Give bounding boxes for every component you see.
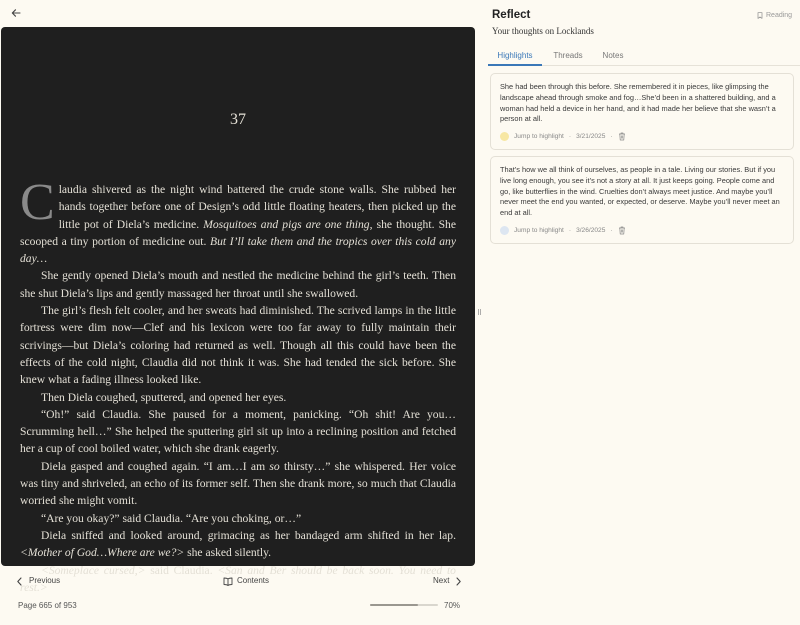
chevron-left-icon: [16, 577, 23, 586]
text-run: Diela sniffed and looked around, grimacing as her bandaged arm shifted in her lap.: [41, 528, 456, 542]
highlight-color-swatch[interactable]: [500, 132, 509, 141]
separator: ·: [610, 226, 613, 234]
separator: ·: [568, 133, 572, 141]
italic-run: so: [269, 459, 280, 473]
page-indicator: Page 665 of 953: [18, 601, 77, 610]
highlight-text: She had been through this before. She remembered it in pieces, like glimpsing the landscape ahead through smoke and fog…She’d been in a shattered building, and a woman had held a device in her hand, and it had made her believe that she wasn’t a person at all.: [500, 82, 776, 124]
delete-highlight-button[interactable]: [618, 226, 626, 235]
jump-to-highlight-link[interactable]: Jump to highlight: [514, 133, 564, 141]
chevron-right-icon: [455, 577, 462, 586]
paragraph: [20, 458, 456, 510]
back-button[interactable]: [8, 5, 24, 21]
chapter-number: 37: [230, 111, 246, 128]
text-run: laudia shivered as the night wind battered the crude stone walls. She rubbed her hands together before one of Design’s odd little floating heaters, then picked up the little pot of Diela’s medicine.: [58, 183, 456, 231]
next-label: Next: [433, 576, 450, 585]
tab-threads[interactable]: Threads: [553, 51, 583, 60]
separator: ·: [568, 226, 572, 234]
panel-splitter[interactable]: [477, 308, 482, 320]
paragraph: “Oh!” said Claudia. She paused for a moment, panicking. “Oh shit! Are you… Scrumming hell…” She helped the sputtering girl sit up into a reclining position and fetched her a cup of cool boiled water, which she drank eagerly.: [20, 407, 456, 456]
paragraph: [20, 527, 456, 562]
tab-notes[interactable]: Notes: [602, 51, 624, 60]
separator: ·: [610, 133, 613, 141]
progress-percent: 70%: [444, 601, 461, 610]
text-run: she asked silently.: [184, 546, 272, 560]
italic-run: <Mother of God…Where are we?>: [20, 546, 185, 560]
paragraph: [20, 174, 456, 267]
dropcap: C: [20, 174, 55, 231]
panel-subtitle: Your thoughts on Locklands: [492, 26, 594, 36]
tab-highlights[interactable]: Highlights: [488, 45, 542, 66]
jump-to-highlight-link[interactable]: Jump to highlight: [514, 226, 564, 234]
highlight-date: 3/26/2025: [576, 226, 606, 234]
highlight-date: 3/21/2025: [576, 133, 606, 141]
trash-icon: [618, 226, 626, 235]
text-run: Diela gasped and coughed again. “I am…I am: [41, 459, 270, 473]
paragraph: She gently opened Diela’s mouth and nestled the medicine behind the girl’s teeth. Then she shut Diela’s lips and gently massaged her throat until she swallowed.: [20, 269, 456, 300]
book-open-icon: [223, 577, 233, 586]
text-run: she thought. She scooped a tiny portion of medicine out.: [20, 217, 456, 248]
panel-tabs: [488, 45, 800, 66]
paragraph: “Are you okay?” said Claudia. “Are you choking, or…”: [41, 511, 302, 525]
reading-label: Reading: [766, 12, 793, 19]
highlight-card[interactable]: [490, 156, 794, 244]
italic-run: But I’ll take them and the tropics over this cold any day…: [20, 234, 456, 266]
previous-label: Previous: [29, 576, 61, 585]
panel-title: Reflect: [492, 9, 531, 21]
trash-icon: [618, 132, 626, 141]
arrow-left-icon: [11, 8, 21, 18]
text-run: said Claudia.: [145, 563, 218, 577]
delete-highlight-button[interactable]: [618, 132, 626, 141]
highlight-meta: [500, 226, 784, 235]
italic-run: <San and Ber should be back soon. You need to rest.>: [20, 563, 456, 594]
progress-fill: [370, 604, 418, 606]
contents-button[interactable]: [223, 574, 269, 588]
progress-bar[interactable]: [370, 604, 438, 606]
reader-text[interactable]: [20, 174, 456, 596]
bookmark-icon: [757, 12, 763, 19]
paragraph: The girl’s flesh felt cooler, and her sweats had diminished. The scrived lamps in the little fortress were dim now—Clef and his lexicon were too far away to fully maintain their scrivings—but Diela’s coloring had returned as well. Though all this could have been the effects of the cold night, Claudia did not think it was. She had tended the sick before. She knew what a fading illness looked like.: [20, 304, 456, 387]
drag-handle-icon: [477, 308, 482, 316]
highlight-meta: [500, 132, 784, 141]
highlight-card[interactable]: [490, 73, 794, 150]
highlight-color-swatch[interactable]: [500, 226, 509, 235]
next-button[interactable]: [433, 574, 462, 588]
contents-label: Contents: [237, 576, 270, 585]
italic-run: <Someplace cursed,>: [41, 563, 146, 577]
text-run: thirsty…” she whispered. Her voice was tiny and shriveled, an echo of its former self. Then she drank more, so much that Claudia worried she might vomit.: [20, 459, 456, 508]
highlight-text: That’s how we all think of ourselves, as people in a tale. Living our stories. But if you live long enough, you see it’s not a story at all. It just keeps going. People come and go, like butterflies in the wind. Cruelties don’t always meet justice. And maybe you’ll never meet the end you wanted, or expected, or deserve. Maybe you’ll never meet an end at all.: [500, 165, 780, 218]
previous-button[interactable]: [16, 574, 60, 588]
paragraph: Then Diela coughed, sputtered, and opened her eyes.: [41, 390, 287, 404]
italic-run: Mosquitoes and pigs are one thing,: [203, 217, 373, 231]
reading-button[interactable]: [757, 12, 792, 19]
